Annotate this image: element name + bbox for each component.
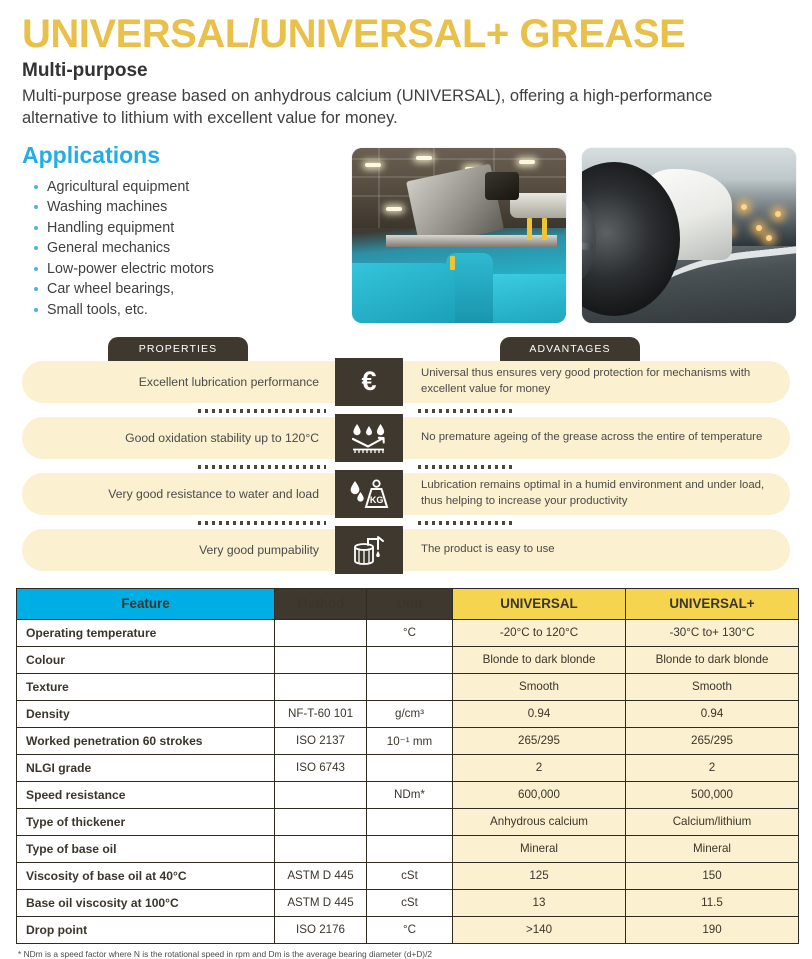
cell-universal: -20°C to 120°C xyxy=(453,619,626,646)
dotted-divider xyxy=(198,521,326,525)
cell-universal-plus: 265/295 xyxy=(626,727,799,754)
applications-section xyxy=(22,142,352,321)
list-item: Small tools, etc. xyxy=(32,300,352,321)
cell-universal-plus: 500,000 xyxy=(626,781,799,808)
dotted-divider xyxy=(418,465,516,469)
column-header-feature: Feature xyxy=(17,588,275,619)
water-repellent-icon xyxy=(335,414,403,462)
table-row xyxy=(17,619,799,646)
cell-unit xyxy=(367,646,453,673)
cell-method xyxy=(275,835,367,862)
cell-feature: Density xyxy=(17,700,275,727)
advantage-text: Lubrication remains optimal in a humid environment and under load, thus helping to increase your productivity xyxy=(403,473,790,515)
cell-method: ISO 6743 xyxy=(275,754,367,781)
property-advantage-row xyxy=(0,529,812,571)
cell-universal: Smooth xyxy=(453,673,626,700)
applications-heading: Applications xyxy=(22,141,161,168)
table-body xyxy=(17,619,799,943)
table-row xyxy=(17,835,799,862)
list-item: General mechanics xyxy=(32,238,352,259)
cell-feature: Base oil viscosity at 100°C xyxy=(17,889,275,916)
grease-barrel-pump-icon xyxy=(335,526,403,574)
cell-universal-plus: Calcium/lithium xyxy=(626,808,799,835)
cell-unit xyxy=(367,673,453,700)
dotted-divider xyxy=(418,521,516,525)
properties-tab: PROPERTIES xyxy=(108,337,248,362)
svg-text:€: € xyxy=(361,365,377,396)
cell-method xyxy=(275,646,367,673)
page-header xyxy=(0,0,812,130)
specifications-table xyxy=(16,588,799,944)
property-text: Very good resistance to water and load xyxy=(22,473,335,515)
property-advantage-row xyxy=(0,473,812,515)
cell-universal: 0.94 xyxy=(453,700,626,727)
cell-universal-plus: 190 xyxy=(626,916,799,943)
cell-method xyxy=(275,808,367,835)
cell-feature: Type of thickener xyxy=(17,808,275,835)
product-description: Multi-purpose grease based on anhydrous calcium (UNIVERSAL), offering a high-performance alternative to lithium with excellent value for money. xyxy=(22,87,713,127)
cell-feature: Type of base oil xyxy=(17,835,275,862)
cell-unit xyxy=(367,754,453,781)
table-row xyxy=(17,808,799,835)
property-advantage-row xyxy=(0,361,812,403)
dotted-divider xyxy=(198,409,326,413)
table-footnote: * NDm is a speed factor where N is the rotational speed in rpm and Dm is the average bearing diameter (d+D)/2 xyxy=(18,948,433,959)
cell-feature: Viscosity of base oil at 40°C xyxy=(17,862,275,889)
cell-method: ASTM D 445 xyxy=(275,862,367,889)
dotted-divider xyxy=(418,409,516,413)
advantage-text: Universal thus ensures very good protection for mechanisms with excellent value for money xyxy=(403,361,790,403)
property-advantage-row xyxy=(0,417,812,459)
list-item: Low-power electric motors xyxy=(32,259,352,280)
cell-feature: Drop point xyxy=(17,916,275,943)
cell-unit: °C xyxy=(367,619,453,646)
water-drop-weight-icon xyxy=(335,470,403,518)
cell-universal-plus: -30°C to+ 130°C xyxy=(626,619,799,646)
car-wheel-photo xyxy=(582,148,796,323)
list-item: Handling equipment xyxy=(32,218,352,239)
advantages-tab: ADVANTAGES xyxy=(500,337,640,362)
cell-unit: °C xyxy=(367,916,453,943)
cell-universal: >140 xyxy=(453,916,626,943)
properties-advantages-section xyxy=(0,337,812,582)
cell-universal-plus: 2 xyxy=(626,754,799,781)
advantage-text: No premature ageing of the grease across the entire of temperature xyxy=(403,417,790,459)
cell-universal-plus: Mineral xyxy=(626,835,799,862)
cell-universal: Blonde to dark blonde xyxy=(453,646,626,673)
cell-method: ISO 2176 xyxy=(275,916,367,943)
table-row xyxy=(17,862,799,889)
cell-unit: NDm* xyxy=(367,781,453,808)
cell-universal: Anhydrous calcium xyxy=(453,808,626,835)
cell-universal: 265/295 xyxy=(453,727,626,754)
property-text: Excellent lubrication performance xyxy=(22,361,335,403)
list-item: Washing machines xyxy=(32,197,352,218)
table-row xyxy=(17,673,799,700)
list-item: Agricultural equipment xyxy=(32,177,352,198)
cell-feature: Operating temperature xyxy=(17,619,275,646)
euro-icon xyxy=(335,358,403,406)
cell-feature: NLGI grade xyxy=(17,754,275,781)
cell-unit: 10⁻¹ mm xyxy=(367,727,453,754)
cell-universal-plus: 11.5 xyxy=(626,889,799,916)
cell-universal: 600,000 xyxy=(453,781,626,808)
cell-feature: Speed resistance xyxy=(17,781,275,808)
cell-unit xyxy=(367,808,453,835)
cell-feature: Texture xyxy=(17,673,275,700)
cell-unit: cSt xyxy=(367,889,453,916)
cell-universal-plus: 150 xyxy=(626,862,799,889)
table-row xyxy=(17,727,799,754)
table-row xyxy=(17,754,799,781)
table-row xyxy=(17,916,799,943)
table-row xyxy=(17,781,799,808)
cell-universal-plus: 0.94 xyxy=(626,700,799,727)
cell-method xyxy=(275,781,367,808)
list-item: Car wheel bearings, xyxy=(32,279,352,300)
cell-universal: 2 xyxy=(453,754,626,781)
cell-feature: Colour xyxy=(17,646,275,673)
cell-feature: Worked penetration 60 strokes xyxy=(17,727,275,754)
cell-universal: 13 xyxy=(453,889,626,916)
product-subtitle: Multi-purpose xyxy=(22,60,148,81)
cell-unit: cSt xyxy=(367,862,453,889)
applications-list xyxy=(22,177,352,321)
cell-method xyxy=(275,673,367,700)
industrial-machine-photo xyxy=(352,148,566,323)
applications-and-photos xyxy=(0,130,812,323)
cell-universal-plus: Smooth xyxy=(626,673,799,700)
cell-method: NF-T-60 101 xyxy=(275,700,367,727)
page-title: UNIVERSAL/UNIVERSAL+ GREASE xyxy=(22,12,686,56)
advantage-text: The product is easy to use xyxy=(403,529,790,571)
table-row xyxy=(17,889,799,916)
table-header-row xyxy=(17,588,799,619)
table-row xyxy=(17,646,799,673)
svg-text:KG: KG xyxy=(369,494,384,505)
dotted-divider xyxy=(198,465,326,469)
column-header-universal-plus: UNIVERSAL+ xyxy=(626,588,799,619)
cell-method: ISO 2137 xyxy=(275,727,367,754)
column-header-universal: UNIVERSAL xyxy=(453,588,626,619)
cell-unit xyxy=(367,835,453,862)
cell-universal-plus: Blonde to dark blonde xyxy=(626,646,799,673)
cell-method xyxy=(275,619,367,646)
photo-gallery xyxy=(352,142,796,323)
cell-universal: 125 xyxy=(453,862,626,889)
cell-universal: Mineral xyxy=(453,835,626,862)
column-header-unit: Unit xyxy=(367,588,453,619)
cell-unit: g/cm³ xyxy=(367,700,453,727)
column-header-method: Method xyxy=(275,588,367,619)
cell-method: ASTM D 445 xyxy=(275,889,367,916)
property-text: Good oxidation stability up to 120°C xyxy=(22,417,335,459)
properties-advantages-rows xyxy=(0,361,812,571)
table-row xyxy=(17,700,799,727)
property-text: Very good pumpability xyxy=(22,529,335,571)
